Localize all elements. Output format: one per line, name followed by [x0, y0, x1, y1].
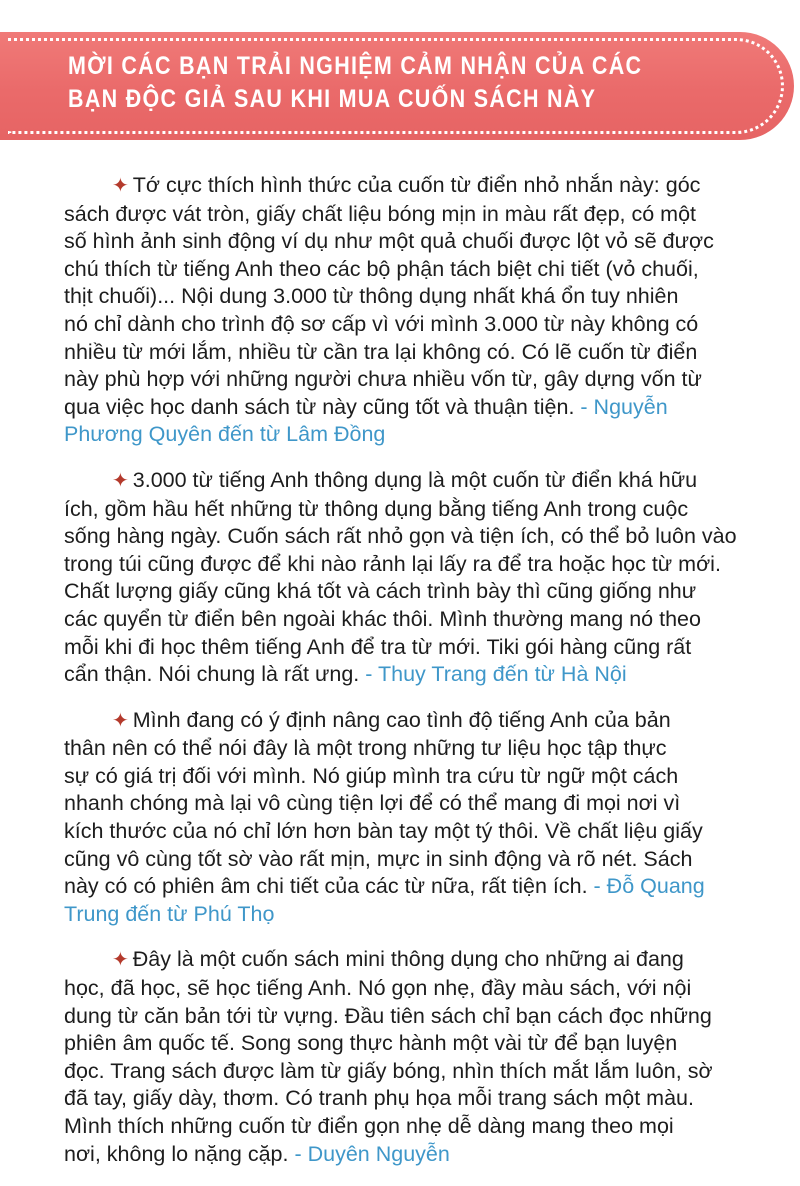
- review-text: nhiều từ mới lắm, nhiều từ cần tra lại không có. Có lẽ cuốn từ điển: [64, 339, 698, 364]
- review-author: Phương Quyên đến từ Lâm Đồng: [64, 422, 386, 447]
- review-text: Tớ cực thích hình thức của cuốn từ điển nhỏ nhắn này: góc: [132, 173, 701, 197]
- review-text: phiên âm quốc tế. Song song thực hành một vài từ để bạn luyện: [64, 1031, 678, 1056]
- reviews-list: [64, 172, 748, 1186]
- review-text: kích thước của nó chỉ lớn hơn bàn tay một tý thôi. Về chất liệu giấy: [64, 819, 703, 844]
- review-text: các quyển từ điển bên ngoài khác thôi. Mình thường mang nó theo: [64, 606, 701, 631]
- review-text: này có có phiên âm chi tiết của các từ nữa, rất tiện ích.: [64, 874, 588, 899]
- review-text: số hình ảnh sinh động ví dụ như một quả chuối được lột vỏ sẽ được: [64, 229, 714, 254]
- review-text: trong túi cũng được để khi nào rảnh lại lấy ra để tra hoặc học từ mới.: [64, 551, 721, 576]
- star-bullet-icon: ✦: [112, 949, 129, 972]
- star-bullet-icon: ✦: [112, 175, 129, 197]
- review-text: cẩn thận. Nói chung là rất ưng.: [64, 662, 360, 687]
- review-text: sự có giá trị đối với mình. Nó giúp mình tra cứu từ ngữ một cách: [64, 763, 679, 788]
- review-text: đã tay, giấy dày, thơm. Có tranh phụ họa mỗi trang sách một màu.: [64, 1086, 694, 1111]
- banner-title: [68, 50, 643, 116]
- review-text: dung từ căn bản tới từ vựng. Đầu tiên sách chỉ bạn cách đọc những: [64, 1003, 712, 1028]
- review-author: - Duyên Nguyễn: [294, 1141, 450, 1166]
- review-author: Trung đến từ Phú Thọ: [64, 901, 275, 926]
- review-text: nơi, không lo nặng cặp.: [64, 1141, 289, 1166]
- review-text: chú thích từ tiếng Anh theo các bộ phận tách biệt chi tiết (vỏ chuối,: [64, 256, 699, 281]
- review-text: sống hàng ngày. Cuốn sách rất nhỏ gọn và tiện ích, có thể bỏ luôn vào: [64, 524, 737, 549]
- review-text: thân nên có thể nói đây là một trong những tư liệu học tập thực: [64, 736, 667, 761]
- review-text: ích, gồm hầu hết những từ thông dụng bằng tiếng Anh trong cuộc: [64, 496, 689, 521]
- review-text: sách được vát tròn, giấy chất liệu bóng mịn in màu rất đẹp, có một: [64, 201, 697, 226]
- review-text: Đây là một cuốn sách mini thông dụng cho những ai đang: [132, 947, 684, 972]
- banner-title-line: BẠN ĐỘC GIẢ SAU KHI MUA CUỐN SÁCH NÀY: [68, 85, 597, 113]
- review-text: cũng vô cùng tốt sờ vào rất mịn, mực in sinh động và rõ nét. Sách: [64, 846, 693, 871]
- star-bullet-icon: ✦: [112, 469, 129, 492]
- star-bullet-icon: ✦: [112, 709, 129, 732]
- review-3: [64, 707, 748, 929]
- review-text: qua việc học danh sách từ này cũng tốt và thuận tiện.: [64, 394, 575, 419]
- review-author: - Đỗ Quang: [593, 874, 705, 899]
- review-4: [64, 946, 748, 1168]
- review-text: Mình thích những cuốn từ điển gọn nhẹ dễ dàng mang theo mọi: [64, 1114, 674, 1138]
- review-text: mỗi khi đi học thêm tiếng Anh để tra từ mới. Tiki gói hàng cũng rất: [64, 634, 692, 659]
- review-author: - Thuy Trang đến từ Hà Nội: [365, 662, 627, 687]
- review-text: nhanh chóng mà lại vô cùng tiện lợi để có thể mang đi mọi nơi vì: [64, 791, 681, 816]
- review-author: - Nguyễn: [580, 394, 668, 419]
- review-2: [64, 467, 748, 689]
- review-text: này phù hợp với những người chưa nhiều vốn từ, gây dựng vốn từ: [64, 367, 702, 392]
- review-text: đọc. Trang sách được làm từ giấy bóng, nhìn thích mắt lắm luôn, sờ: [64, 1058, 713, 1083]
- review-text: thịt chuối)... Nội dung 3.000 từ thông dụng nhất khá ổn tuy nhiên: [64, 284, 679, 309]
- review-text: 3.000 từ tiếng Anh thông dụng là một cuốn từ điển khá hữu: [132, 467, 698, 492]
- review-1: [64, 172, 748, 449]
- review-text: Mình đang có ý định nâng cao tình độ tiếng Anh của bản: [132, 707, 671, 732]
- review-text: học, đã học, sẽ học tiếng Anh. Nó gọn nhẹ, đầy màu sách, với nội: [64, 976, 692, 1001]
- review-text: nó chỉ dành cho trình độ sơ cấp vì với mình 3.000 từ này không có: [64, 311, 699, 336]
- review-text: Chất lượng giấy cũng khá tốt và cách trình bày thì cũng giống như: [64, 579, 697, 604]
- header-banner: [0, 32, 794, 140]
- banner-title-line: MỜI CÁC BẠN TRẢI NGHIỆM CẢM NHẬN CỦA CÁC: [68, 52, 643, 80]
